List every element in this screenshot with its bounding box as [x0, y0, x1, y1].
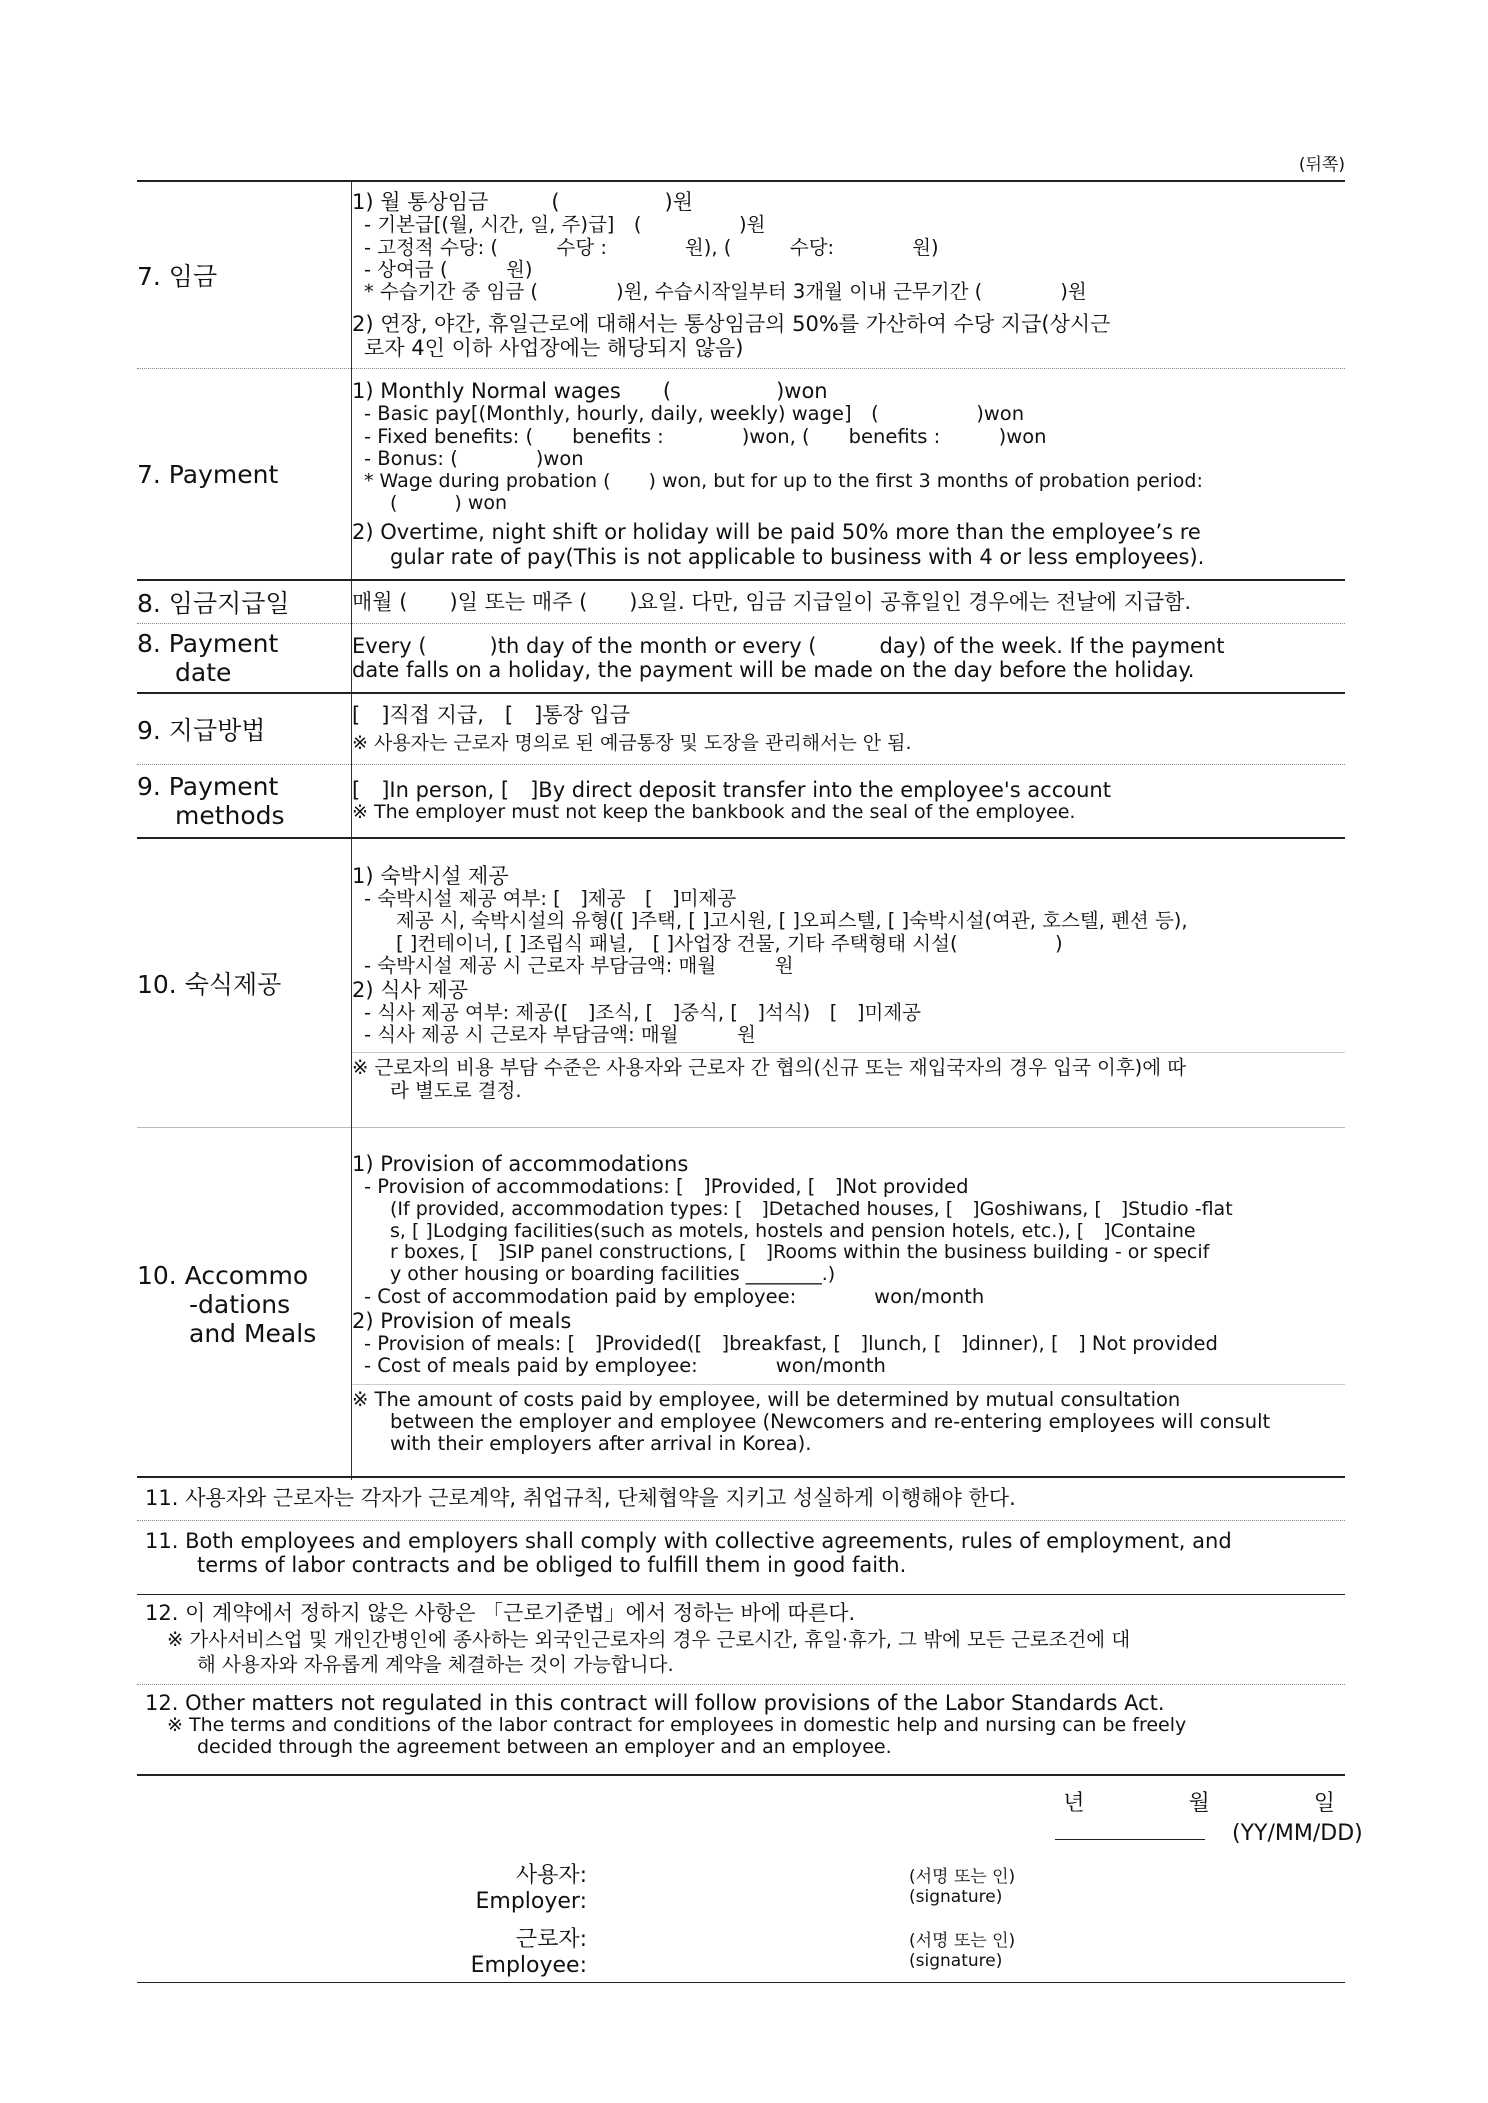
clause-12-en: [137, 1684, 1345, 1759]
probation-wage-line-en-cont: ( ) won: [390, 492, 508, 514]
employee-sig-ko: (서명 또는 인): [909, 1931, 1016, 1951]
accommodation-note-ko-2: 라 별도로 결정.: [390, 1079, 522, 1102]
payment-date-label-en-2: date: [175, 658, 232, 687]
overtime-line-cont: 로자 4인 이하 사업장에는 해당되지 않음): [364, 335, 744, 360]
payment-date-label-en-1: 8. Payment: [137, 629, 279, 658]
basic-pay-line: - 기본급[(월, 시간, 일, 주)급] ( )원: [364, 214, 766, 237]
month-label: 월: [1188, 1791, 1210, 1816]
payment-date-row-en: [137, 624, 1345, 694]
wage-label-ko: 7. 임금: [137, 181, 352, 369]
employee-signature[interactable]: [909, 1926, 1015, 1971]
payment-date-row-ko: [137, 580, 1345, 624]
wage-label-en: 7. Payment: [137, 369, 352, 581]
wage-row-en: [137, 369, 1345, 581]
clause-11-en-2: terms of labor contracts and be obliged to fulfill them in good faith.: [197, 1553, 907, 1578]
monthly-wage-line: 1) 월 통상임금 ( )원: [352, 189, 694, 214]
payment-date-content-en-1: Every ( )th day of the month or every ( day) of the week. If the payment: [352, 633, 1225, 658]
date-labels: [1055, 1786, 1335, 1817]
employer-label-ko: 사용자:: [515, 1863, 587, 1888]
payment-method-label-en-1: 9. Payment: [137, 772, 279, 801]
accommodation-note-ko: [352, 1052, 1345, 1102]
employer-signature[interactable]: [909, 1862, 1015, 1907]
accommodation-note-en: [352, 1384, 1345, 1456]
day-label: 일: [1313, 1791, 1335, 1816]
overtime-line: 2) 연장, 야간, 휴일근로에 대해서는 통상임금의 50%를 가산하여 수당 지급(상시근: [352, 311, 1111, 336]
accommodation-label-en-1: 10. Accommo: [137, 1260, 309, 1290]
payment-date-label-en: [137, 624, 352, 694]
payment-method-label-en-2: methods: [175, 801, 285, 830]
contract-terms-table: [137, 180, 1345, 1480]
accommodation-label-en-2: -dations: [189, 1289, 291, 1319]
payment-date-content-ko: 매월 ( )일 또는 매주 ( )요일. 다만, 임금 지급일이 공휴일인 경우에는 전날에 지급함.: [352, 589, 1192, 614]
accommodation-label-ko: 10. 숙식제공: [137, 838, 352, 1128]
payment-method-label-en: [137, 765, 352, 839]
wage-content-ko: [352, 181, 1346, 369]
meals-heading-ko: 2) 식사 제공: [352, 977, 469, 1002]
employer-sig-ko: (서명 또는 인): [909, 1867, 1016, 1887]
probation-wage-line: * 수습기간 중 임금 ( )원, 수습시작일부터 3개월 이내 근무기간 ( )원: [364, 281, 1087, 304]
clause-12-ko-1: 12. 이 계약에서 정하지 않은 사항은 「근로기준법」에서 정하는 바에 따른다.: [145, 1601, 856, 1625]
monthly-wage-line-en: 1) Monthly Normal wages ( )won: [352, 379, 828, 404]
overtime-line-en-cont: gular rate of pay(This is not applicable to business with 4 or less employees).: [390, 544, 1205, 569]
clause-12-en-2: ※ The terms and conditions of the labor contract for employees in domestic help and nursing can be freely: [167, 1715, 1187, 1737]
fixed-benefit-line: - 고정적 수당: ( 수당 : 원), ( 수당: 원): [364, 236, 939, 259]
payment-method-options-ko: [ ]직접 지급, [ ]통장 입금: [352, 703, 631, 727]
payment-method-label-ko: 9. 지급방법: [137, 693, 352, 765]
meals-heading-en: 2) Provision of meals: [352, 1308, 572, 1333]
accommodation-provided-en: - Provision of accommodations: [ ]Provided, [ ]Not provided: [364, 1176, 969, 1199]
employer-label-en: Employer:: [475, 1889, 587, 1914]
employee-label: [467, 1922, 587, 1978]
meals-provided-en: - Provision of meals: [ ]Provided([ ]breakfast, [ ]lunch, [ ]dinner), [ ] Not provided: [364, 1332, 1218, 1355]
clause-12: [137, 1594, 1345, 1759]
accommodation-label-en-3: and Meals: [189, 1318, 317, 1348]
clause-11-en-1: 11. Both employees and employers shall comply with collective agreements, rules of employment, and: [145, 1529, 1232, 1554]
employer-sig-en: (signature): [909, 1887, 1003, 1907]
wage-content-en: [352, 369, 1346, 581]
payment-method-note-en: ※ The employer must not keep the bankbook and the seal of the employee.: [352, 802, 1076, 824]
employer-label: [467, 1858, 587, 1914]
accommodation-types-en-1: (If provided, accommodation types: [ ]Detached houses, [ ]Goshiwans, [ ]Studio -flat: [390, 1198, 1233, 1220]
probation-wage-line-en: * Wage during probation ( ) won, but for up to the first 3 months of probation period:: [364, 470, 1203, 492]
payment-date-label-ko: 8. 임금지급일: [137, 580, 352, 624]
payment-method-options-en: [ ]In person, [ ]By direct deposit transfer into the employee's account: [352, 778, 1111, 802]
accommodation-types-ko: 제공 시, 숙박시설의 유형([ ]주택, [ ]고시원, [ ]오피스텔, [ ]숙박시설(여관, 호스텔, 펜션 등),: [396, 910, 1188, 933]
accommodation-note-en-1: ※ The amount of costs paid by employee, will be determined by mutual consultation: [352, 1388, 1181, 1411]
employee-sig-en: (signature): [909, 1951, 1003, 1971]
accommodation-note-ko-1: ※ 근로자의 비용 부담 수준은 사용자와 근로자 간 협의(신규 또는 재입국자의 경우 입국 이후)에 따: [352, 1057, 1187, 1080]
accommodation-content-ko: [352, 838, 1346, 1128]
meals-cost-ko: - 식사 제공 시 근로자 부담금액: 매월 원: [364, 1024, 756, 1047]
accommodation-content-en: [352, 1128, 1346, 1481]
accommodation-provided-ko: - 숙박시설 제공 여부: [ ]제공 [ ]미제공: [364, 887, 737, 910]
employee-label-en: Employee:: [470, 1953, 587, 1978]
bonus-line-en: - Bonus: ( )won: [364, 448, 584, 471]
accommodation-heading-en: 1) Provision of accommodations: [352, 1152, 689, 1177]
signature-block: [137, 1774, 1363, 1983]
date-blank[interactable]: [1055, 1839, 1205, 1840]
back-side-note: (뒤쪽): [1298, 155, 1345, 175]
clause-11-en: [137, 1520, 1345, 1577]
overtime-line-en: 2) Overtime, night shift or holiday will be paid 50% more than the employee’s re: [352, 520, 1201, 545]
clause-12-ko-3: 해 사용자와 자유롭게 계약을 체결하는 것이 가능합니다.: [197, 1653, 674, 1676]
date-input-line[interactable]: [1055, 1821, 1363, 1846]
meals-cost-en: - Cost of meals paid by employee: won/month: [364, 1355, 886, 1378]
accommodation-types-en-4: y other housing or boarding facilities ________.): [390, 1264, 836, 1286]
accommodation-note-en-2: between the employer and employee (Newcomers and re-entering employees will consult: [390, 1410, 1271, 1433]
accommodation-row-ko: [137, 838, 1345, 1128]
clause-11-ko: 11. 사용자와 근로자는 각자가 근로계약, 취업규칙, 단체협약을 지키고 성실하게 이행해야 한다.: [145, 1486, 1016, 1510]
clause-12-ko-2: ※ 가사서비스업 및 개인간병인에 종사하는 외국인근로자의 경우 근로시간, 휴일·휴가, 그 밖에 모든 근로조건에 대: [167, 1629, 1131, 1652]
clause-12-en-1: 12. Other matters not regulated in this contract will follow provisions of the Labor Standards Act.: [145, 1690, 1165, 1715]
clause-12-en-3: decided through the agreement between an employer and an employee.: [197, 1736, 892, 1758]
payment-method-row-en: [137, 765, 1345, 839]
accommodation-cost-ko: - 숙박시설 제공 시 근로자 부담금액: 매월 원: [364, 955, 794, 978]
accommodation-note-en-3: with their employers after arrival in Korea).: [390, 1433, 812, 1456]
date-format: (YY/MM/DD): [1232, 1821, 1363, 1846]
clause-11: [137, 1476, 1345, 1577]
payment-method-note-ko: ※ 사용자는 근로자 명의로 된 예금통장 및 도장을 관리해서는 안 됨.: [352, 733, 912, 755]
bonus-line: - 상여금 ( 원): [364, 258, 533, 281]
employee-label-ko: 근로자:: [515, 1927, 587, 1952]
payment-method-row-ko: [137, 693, 1345, 765]
payment-date-content-en-2: date falls on a holiday, the payment will be made on the day before the holiday.: [352, 658, 1195, 682]
accommodation-types-en-2: s, [ ]Lodging facilities(such as motels, hostels and pension hotels, etc.), [ ]Containe: [390, 1220, 1196, 1242]
accommodation-types-ko-cont: [ ]컨테이너, [ ]조립식 패널, [ ]사업장 건물, 기타 주택형태 시설( ): [396, 932, 1063, 955]
accommodation-heading-ko: 1) 숙박시설 제공: [352, 863, 509, 888]
wage-row-ko: [137, 181, 1345, 369]
fixed-benefit-line-en: - Fixed benefits: ( benefits : )won, ( benefits : )won: [364, 425, 1047, 448]
accommodation-cost-en: - Cost of accommodation paid by employee: won/month: [364, 1286, 985, 1309]
year-label: 년: [1063, 1791, 1085, 1816]
accommodation-row-en: [137, 1128, 1345, 1481]
contract-date: [1055, 1786, 1363, 1846]
meals-provided-ko: - 식사 제공 여부: 제공([ ]조식, [ ]중식, [ ]석식) [ ]미제공: [364, 1001, 922, 1024]
basic-pay-line-en: - Basic pay[(Monthly, hourly, daily, weekly) wage] ( )won: [364, 403, 1025, 426]
accommodation-label-en: [137, 1128, 352, 1481]
accommodation-types-en-3: r boxes, [ ]SIP panel constructions, [ ]Rooms within the business building - or specif: [390, 1242, 1210, 1264]
